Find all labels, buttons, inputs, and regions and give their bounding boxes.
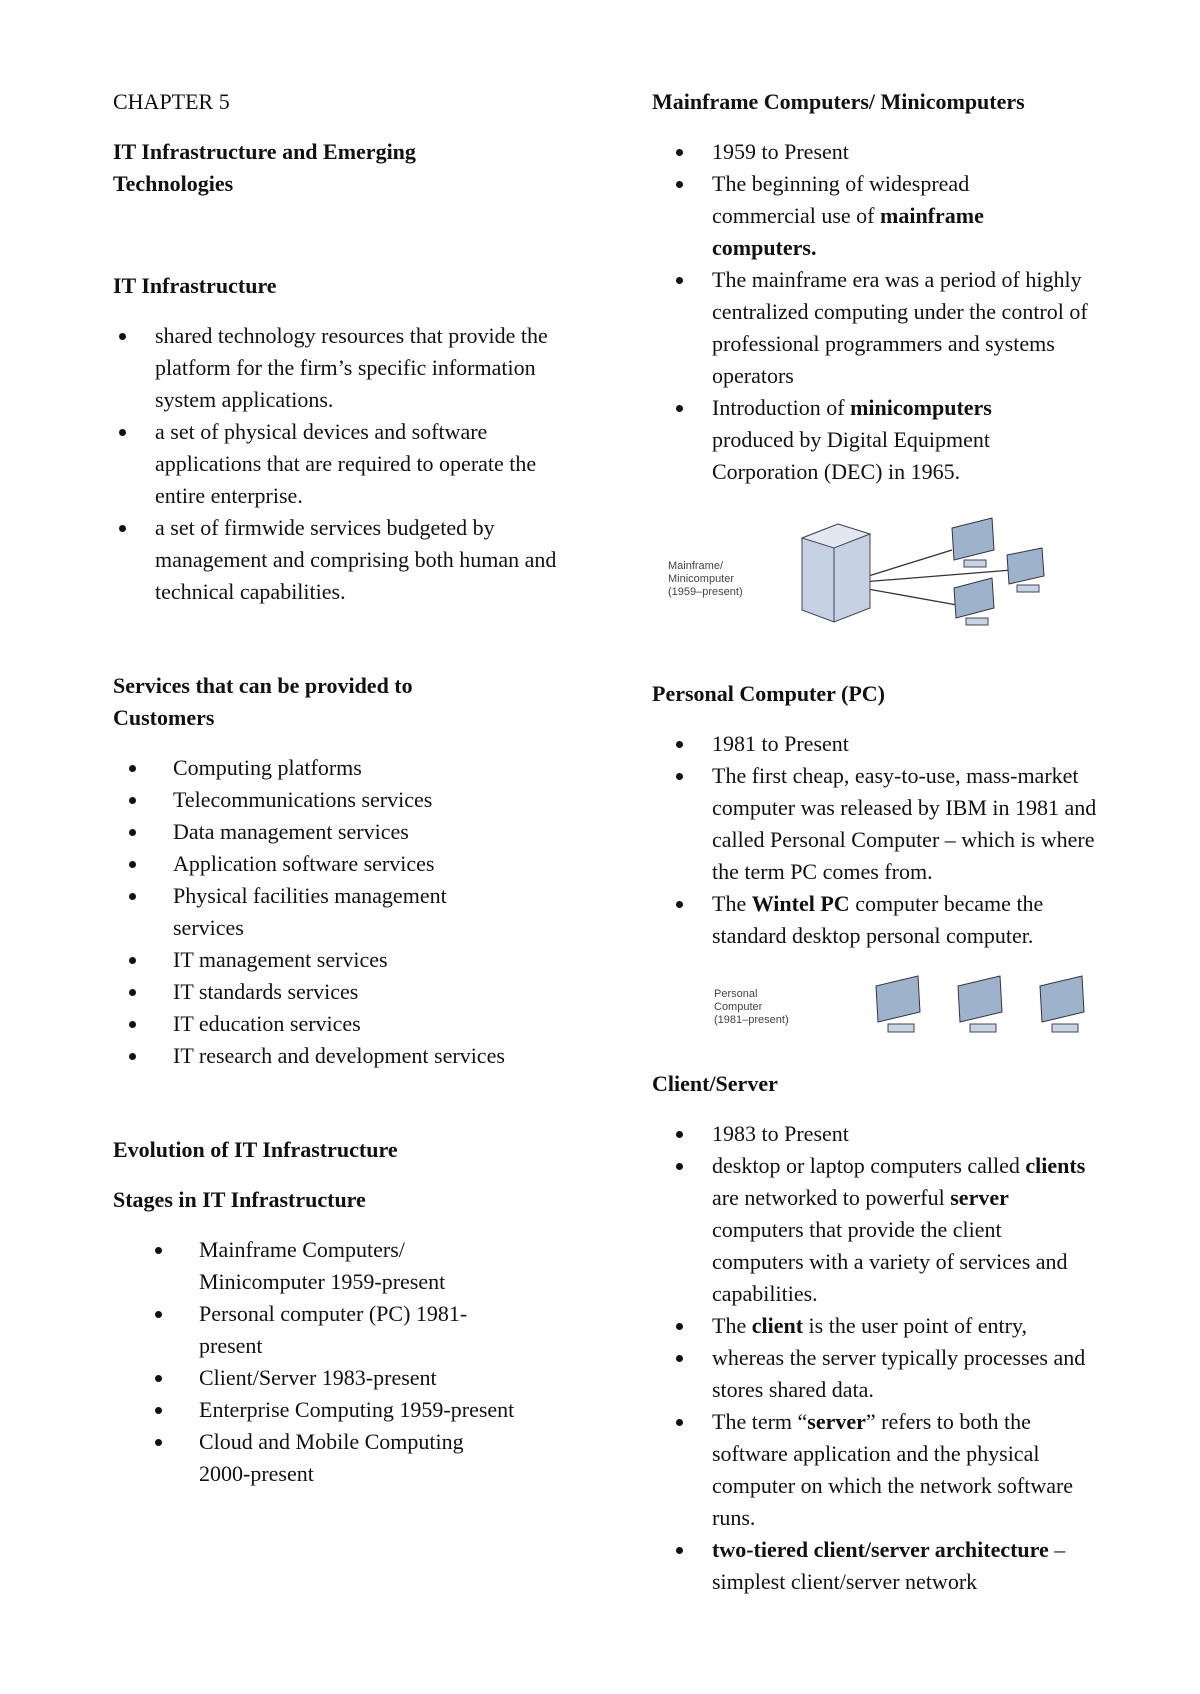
list-item: a set of firmwide services budgeted by management and comprising both human and technical capabilities. [155,512,583,608]
chapter-title: IT Infrastructure and Emerging Technologies [113,139,416,196]
list-item: shared technology resources that provide the platform for the firm’s specific information system applications. [155,320,583,416]
list-item: two-tiered client/server architecture – simplest client/server network [712,1534,1132,1598]
services-heading: Services that can be provided to Customers [113,673,413,730]
list-item: Introduction of minicomputers produced by Digital Equipment Corporation (DEC) in 1965. [712,392,1052,488]
client-server-list [652,1118,1122,1598]
list-item: Personal computer (PC) 1981-present [199,1298,519,1362]
list-item: The client is the user point of entry, [712,1310,1122,1342]
list-item: The beginning of widespread commercial use of mainframe computers. [712,168,1042,264]
mainframe-list [652,136,1132,488]
list-item: Physical facilities management services [173,880,513,944]
list-item: IT education services [173,1008,583,1040]
list-item: IT research and development services [173,1040,583,1072]
list-item: whereas the server typically processes and stores shared data. [712,1342,1112,1406]
list-item: The Wintel PC computer became the standard desktop personal computer. [712,888,1112,952]
pc-heading: Personal Computer (PC) [652,681,885,706]
list-item: Enterprise Computing 1959-present [199,1394,583,1426]
list-item: Telecommunications services [173,784,583,816]
pc-figure-caption: Personal Computer (1981–present) [714,988,789,1026]
list-item: 1959 to Present [712,136,1132,168]
list-item: Client/Server 1983-present [199,1362,583,1394]
list-item: 1983 to Present [712,1118,1122,1150]
list-item: a set of physical devices and software applications that are required to operate the entire enterprise. [155,416,583,512]
list-item: desktop or laptop computers called clients are networked to powerful server computers that provide the client computers with a variety of services and capabilities. [712,1150,1092,1310]
pc-monitors-icon [872,972,1112,1042]
list-item: Data management services [173,816,583,848]
infra-list [113,320,583,608]
mainframe-figure-caption: Mainframe/ Minicomputer (1959–present) [668,560,743,598]
it-infrastructure-heading: IT Infrastructure [113,273,277,298]
pc-figure [652,964,1122,1050]
mainframe-figure [652,510,1122,660]
list-item: 1981 to Present [712,728,1122,760]
chapter-label: CHAPTER 5 [113,89,230,114]
list-item: IT standards services [173,976,583,1008]
left-column [113,86,583,1490]
pc-list [652,728,1122,952]
right-column [652,86,1122,1598]
evolution-heading: Evolution of IT Infrastructure [113,1137,398,1162]
mainframe-heading: Mainframe Computers/ Minicomputers [652,89,1025,114]
client-server-heading: Client/Server [652,1071,778,1096]
services-list [113,752,583,1072]
list-item: Mainframe Computers/ Minicomputer 1959-present [199,1234,499,1298]
mainframe-network-icon [792,510,1092,660]
list-item: Cloud and Mobile Computing 2000-present [199,1426,519,1490]
list-item: The mainframe era was a period of highly centralized computing under the control of professional programmers and systems operators [712,264,1092,392]
list-item: The term “server” refers to both the software application and the physical computer on which the network software runs. [712,1406,1102,1534]
stages-heading: Stages in IT Infrastructure [113,1187,366,1212]
list-item: Application software services [173,848,583,880]
list-item: The first cheap, easy-to-use, mass-market computer was released by IBM in 1981 and called Personal Computer – which is where the term PC comes from. [712,760,1102,888]
list-item: IT management services [173,944,583,976]
list-item: Computing platforms [173,752,583,784]
stages-list [113,1234,583,1490]
